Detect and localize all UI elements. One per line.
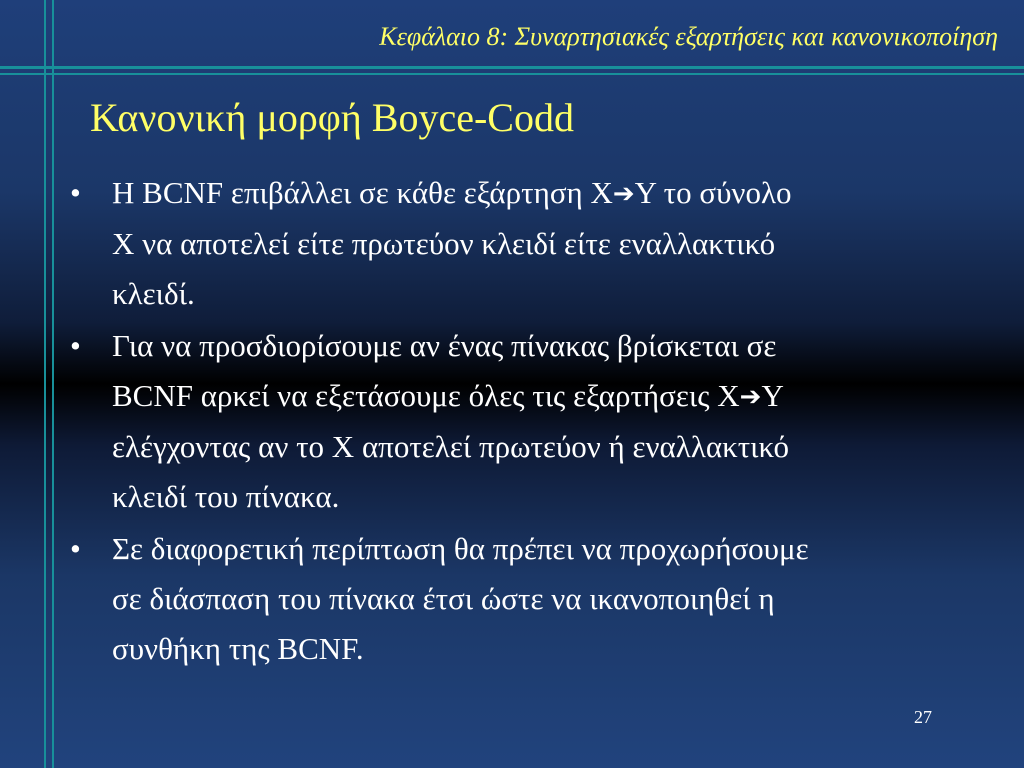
bullet-line	[112, 472, 1015, 522]
bullet-text: κλειδί.	[112, 276, 195, 311]
bullet-text: Y	[761, 378, 784, 413]
bullet-marker: •	[70, 328, 81, 363]
bullet-line	[112, 168, 1015, 219]
bullet-line	[112, 219, 1015, 269]
bullet-text: Η BCNF επιβάλλει σε κάθε εξάρτηση X	[112, 175, 613, 210]
vertical-rule-right	[52, 0, 54, 768]
bullet-marker: •	[70, 531, 81, 566]
bullet-text: Για να προσδιορίσουμε αν ένας πίνακας βρίσκεται σε	[112, 328, 777, 363]
bullet-text: Y το σύνολο	[634, 175, 792, 210]
bullet-text: σε διάσπαση του πίνακα έτσι ώστε να ικανοποιηθεί η	[112, 581, 775, 616]
vertical-rule-left	[44, 0, 46, 768]
bullet-line	[112, 371, 1015, 422]
bullet-item	[70, 321, 1015, 522]
bullet-text: X να αποτελεί είτε πρωτεύον κλειδί είτε εναλλακτικό	[112, 226, 776, 261]
bullet-text: συνθήκη της BCNF.	[112, 631, 364, 666]
right-arrow-icon: ➔	[612, 179, 635, 209]
bullet-item	[70, 168, 1015, 319]
bullet-line	[112, 524, 1015, 574]
page-number: 27	[914, 707, 932, 727]
chapter-header: Κεφάλαιο 8: Συναρτησιακές εξαρτήσεις και κανονικοποίηση	[379, 22, 998, 51]
bullet-line	[112, 574, 1015, 624]
slide-title: Κανονική μορφή Boyce-Codd	[90, 95, 574, 140]
bullet-list	[70, 168, 1015, 676]
bullet-marker: •	[70, 175, 81, 210]
right-arrow-icon: ➔	[739, 382, 762, 412]
bullet-text: Σε διαφορετική περίπτωση θα πρέπει να προχωρήσουμε	[112, 531, 809, 566]
header-rule-bottom	[0, 73, 1024, 75]
bullet-text: κλειδί του πίνακα.	[112, 479, 340, 514]
bullet-line	[112, 422, 1015, 472]
bullet-text: ελέγχοντας αν το X αποτελεί πρωτεύον ή εναλλακτικό	[112, 429, 789, 464]
bullet-text: BCNF αρκεί να εξετάσουμε όλες τις εξαρτήσεις X	[112, 378, 740, 413]
header-rule-top	[0, 66, 1024, 69]
bullet-item	[70, 524, 1015, 674]
bullet-line	[112, 269, 1015, 319]
bullet-line	[112, 624, 1015, 674]
bullet-line	[112, 321, 1015, 371]
